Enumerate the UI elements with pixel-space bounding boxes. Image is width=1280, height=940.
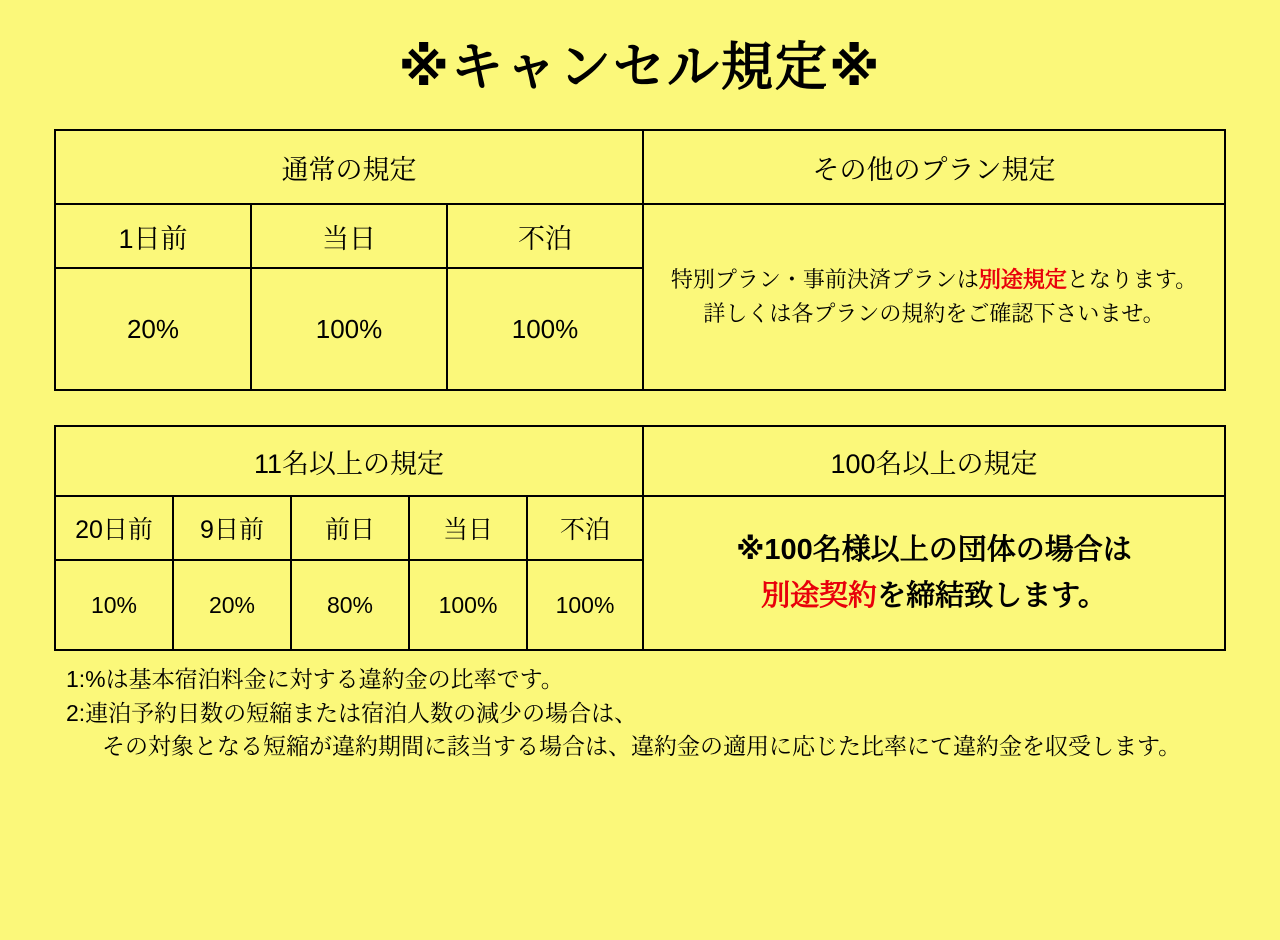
value-no-show: 100%: [447, 268, 643, 390]
value-20days-before: 10%: [55, 560, 173, 650]
group100-note-highlight: 別途契約: [761, 580, 878, 613]
column-header-20days-before: 20日前: [55, 496, 173, 560]
column-header-same-day: 当日: [409, 496, 527, 560]
value-previous-day: 80%: [291, 560, 409, 650]
cancellation-policy-page: [0, 40, 1280, 940]
group100-note-line2: [654, 573, 1214, 619]
column-header-previous-day: 前日: [291, 496, 409, 560]
other-plan-note-highlight: 別途規定: [978, 267, 1067, 293]
table-row: [55, 204, 1225, 268]
other-plan-note-text-a: 特別プラン・事前決済プランは: [670, 267, 979, 293]
column-header-no-show: 不泊: [527, 496, 643, 560]
value-same-day: 100%: [251, 268, 447, 390]
group11-header: 11名以上の規定: [55, 426, 643, 496]
column-header-no-show: 不泊: [447, 204, 643, 268]
column-header-9days-before: 9日前: [173, 496, 291, 560]
table-row: [55, 496, 1225, 560]
standard-policy-header: 通常の規定: [55, 130, 643, 204]
group100-header: 100名以上の規定: [643, 426, 1225, 496]
group-policy-table: [54, 425, 1226, 651]
footnote-2-continued: その対象となる短縮が違約期間に該当する場合は、違約金の適用に応じた比率にて違約金を収受します。: [102, 732, 1182, 759]
other-plan-note-line1: [656, 263, 1212, 297]
standard-policy-table: [54, 129, 1226, 391]
value-no-show: 100%: [527, 560, 643, 650]
table-row: [55, 130, 1225, 204]
group100-note: [643, 496, 1225, 650]
column-header-1day-before: 1日前: [55, 204, 251, 268]
footnote-2: 2:連泊予約日数の短縮または宿泊人数の減少の場合は、: [66, 699, 638, 726]
value-1day-before: 20%: [55, 268, 251, 390]
group100-note-line1: ※100名様以上の団体の場合は: [736, 533, 1132, 566]
group100-note-text-b: を締結致します。: [877, 580, 1107, 613]
footnote-1: 1:%は基本宿泊料金に対する違約金の比率です。: [66, 666, 564, 693]
column-header-same-day: 当日: [251, 204, 447, 268]
page-title: ※キャンセル規定※: [398, 39, 882, 97]
footnotes: [40, 663, 1240, 763]
value-9days-before: 20%: [173, 560, 291, 650]
other-plan-header: その他のプラン規定: [643, 130, 1225, 204]
other-plan-note: [643, 204, 1225, 390]
other-plan-note-line2: 詳しくは各プランの規約をご確認下さいませ。: [703, 301, 1165, 327]
value-same-day: 100%: [409, 560, 527, 650]
other-plan-note-text-b: となります。: [1066, 267, 1198, 293]
table-row: [55, 426, 1225, 496]
